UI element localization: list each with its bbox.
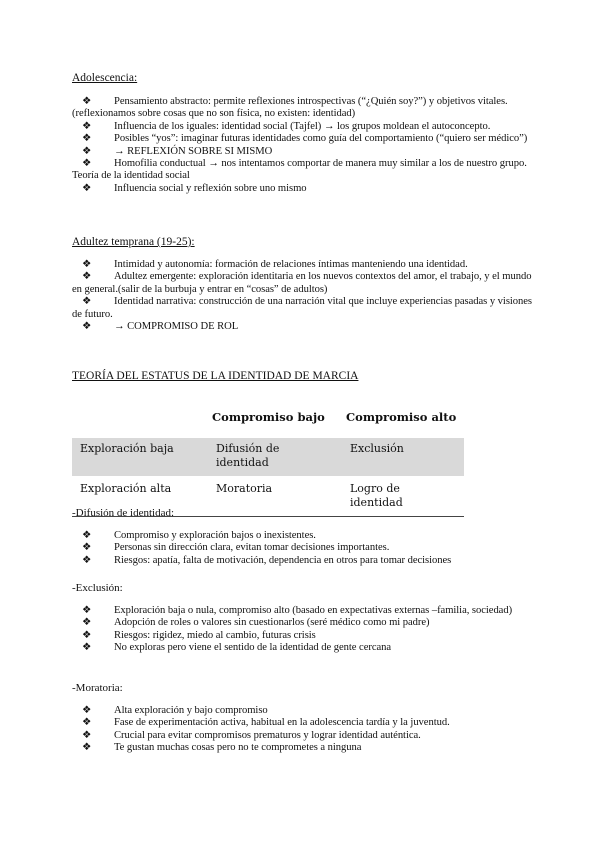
list-item: ❖ Adopción de roles o valores sin cuestionarlos (seré médico como mi padre) (82, 617, 430, 629)
diamond-bullet-icon: ❖ (82, 742, 92, 754)
table-header-cell (72, 406, 208, 438)
list-item: ❖ Influencia social y reflexión sobre uno mismo (82, 182, 307, 194)
list-item: ❖ Pensamiento abstracto: permite reflexiones introspectivas (“¿Quién soy?”) y objetivos vitales. (reflexionamos sobre cosas que no son física, no existen: identidad) (72, 96, 508, 120)
diamond-bullet-icon: ❖ (82, 296, 92, 308)
adolescence-heading: Adolescencia: (72, 72, 138, 84)
list-item: ❖ Alta exploración y bajo compromiso (82, 705, 268, 716)
diffusion-heading: -Difusión de identidad: (72, 507, 175, 519)
diamond-bullet-icon: ❖ (82, 542, 92, 554)
moratorium-heading: -Moratoria: (72, 682, 123, 694)
diamond-bullet-icon: ❖ (82, 729, 92, 741)
list-item: ❖ Homofilia conductual → nos intentamos comportar de manera muy similar a los de nuestro grupo. Teoría de la identidad social (72, 158, 527, 182)
diamond-bullet-icon: ❖ (82, 158, 92, 170)
list-item: ❖ Intimidad y autonomía: formación de relaciones íntimas manteniendo una identidad. (82, 259, 468, 270)
diamond-bullet-icon: ❖ (82, 717, 92, 729)
exclusion-heading: -Exclusión: (72, 582, 123, 594)
diamond-bullet-icon: ❖ (82, 271, 92, 283)
diamond-bullet-icon: ❖ (82, 133, 92, 145)
diamond-bullet-icon: ❖ (82, 96, 92, 107)
table-cell: Exclusión (342, 438, 464, 476)
table-cell: Difusión de identidad (208, 438, 342, 476)
diamond-bullet-icon: ❖ (82, 321, 92, 333)
list-item: ❖ Te gustan muchas cosas pero no te comprometes a ninguna (82, 742, 362, 754)
list-item: ❖ No exploras pero viene el sentido de la identidad de gente cercana (82, 642, 392, 654)
list-item: ❖ Riesgos: apatía, falta de motivación, dependencia en otros para tomar decisiones (82, 554, 452, 566)
table-cell: Moratoria (208, 476, 342, 517)
diamond-bullet-icon: ❖ (82, 120, 92, 132)
list-item: ❖ Posibles “yos”: imaginar futuras identidades como guía del comportamiento (“quiero ser médico”) (82, 133, 528, 145)
moratorium-list (72, 705, 532, 755)
list-item: ❖ Personas sin dirección clara, evitan tomar decisiones importantes. (82, 542, 390, 554)
diamond-bullet-icon: ❖ (82, 605, 92, 616)
diamond-bullet-icon: ❖ (82, 182, 92, 194)
diffusion-list (72, 530, 532, 567)
early-adulthood-list (72, 259, 532, 333)
table-header-row (72, 406, 464, 438)
list-item: ❖ Influencia de los iguales: identidad social (Tajfel) → los grupos moldean el autoconcepto. (82, 120, 491, 132)
diamond-bullet-icon: ❖ (82, 530, 92, 541)
list-item: ❖ Exploración baja o nula, compromiso alto (basado en expectativas externas –familia, sociedad) (82, 605, 513, 616)
early-adulthood-heading: Adultez temprana (19-25): (72, 236, 195, 248)
list-item: ❖ → COMPROMISO DE ROL (82, 321, 239, 333)
table-header-cell: Compromiso bajo (212, 410, 325, 424)
list-item: ❖ Identidad narrativa: construcción de una narración vital que incluye experiencias pasadas y visiones de futuro. (72, 296, 533, 320)
table-row (72, 438, 464, 476)
table-cell: Logro de identidad (342, 476, 464, 517)
diamond-bullet-icon: ❖ (82, 705, 92, 716)
diamond-bullet-icon: ❖ (82, 642, 92, 654)
diamond-bullet-icon: ❖ (82, 617, 92, 629)
table-header-cell: Compromiso alto (346, 410, 457, 424)
diamond-bullet-icon: ❖ (82, 554, 92, 566)
adolescence-list (72, 96, 532, 195)
marcia-title: TEORÍA DEL ESTATUS DE LA IDENTIDAD DE MARCIA (72, 370, 359, 382)
diamond-bullet-icon: ❖ (82, 629, 92, 641)
list-item: ❖ Crucial para evitar compromisos prematuros y lograr identidad auténtica. (82, 729, 421, 741)
table-cell: Exploración alta (72, 476, 208, 517)
table-cell: Exploración baja (72, 438, 208, 476)
list-item: ❖ Fase de experimentación activa, habitual en la adolescencia tardía y la juventud. (82, 717, 450, 729)
list-item: ❖ → REFLEXIÓN SOBRE SI MISMO (82, 145, 273, 157)
list-item: ❖ Compromiso y exploración bajos o inexistentes. (82, 530, 316, 541)
diamond-bullet-icon: ❖ (82, 259, 92, 270)
identity-status-table (72, 406, 464, 517)
list-item: ❖ Adultez emergente: exploración identitaria en los nuevos contextos del amor, el trabajo, y el mundo en general.(salir de la burbuja y entrar en “cosas” de adultos) (72, 271, 532, 295)
list-item: ❖ Riesgos: rigidez, miedo al cambio, futuras crisis (82, 629, 316, 641)
exclusion-list (72, 605, 532, 655)
diamond-bullet-icon: ❖ (82, 145, 92, 157)
